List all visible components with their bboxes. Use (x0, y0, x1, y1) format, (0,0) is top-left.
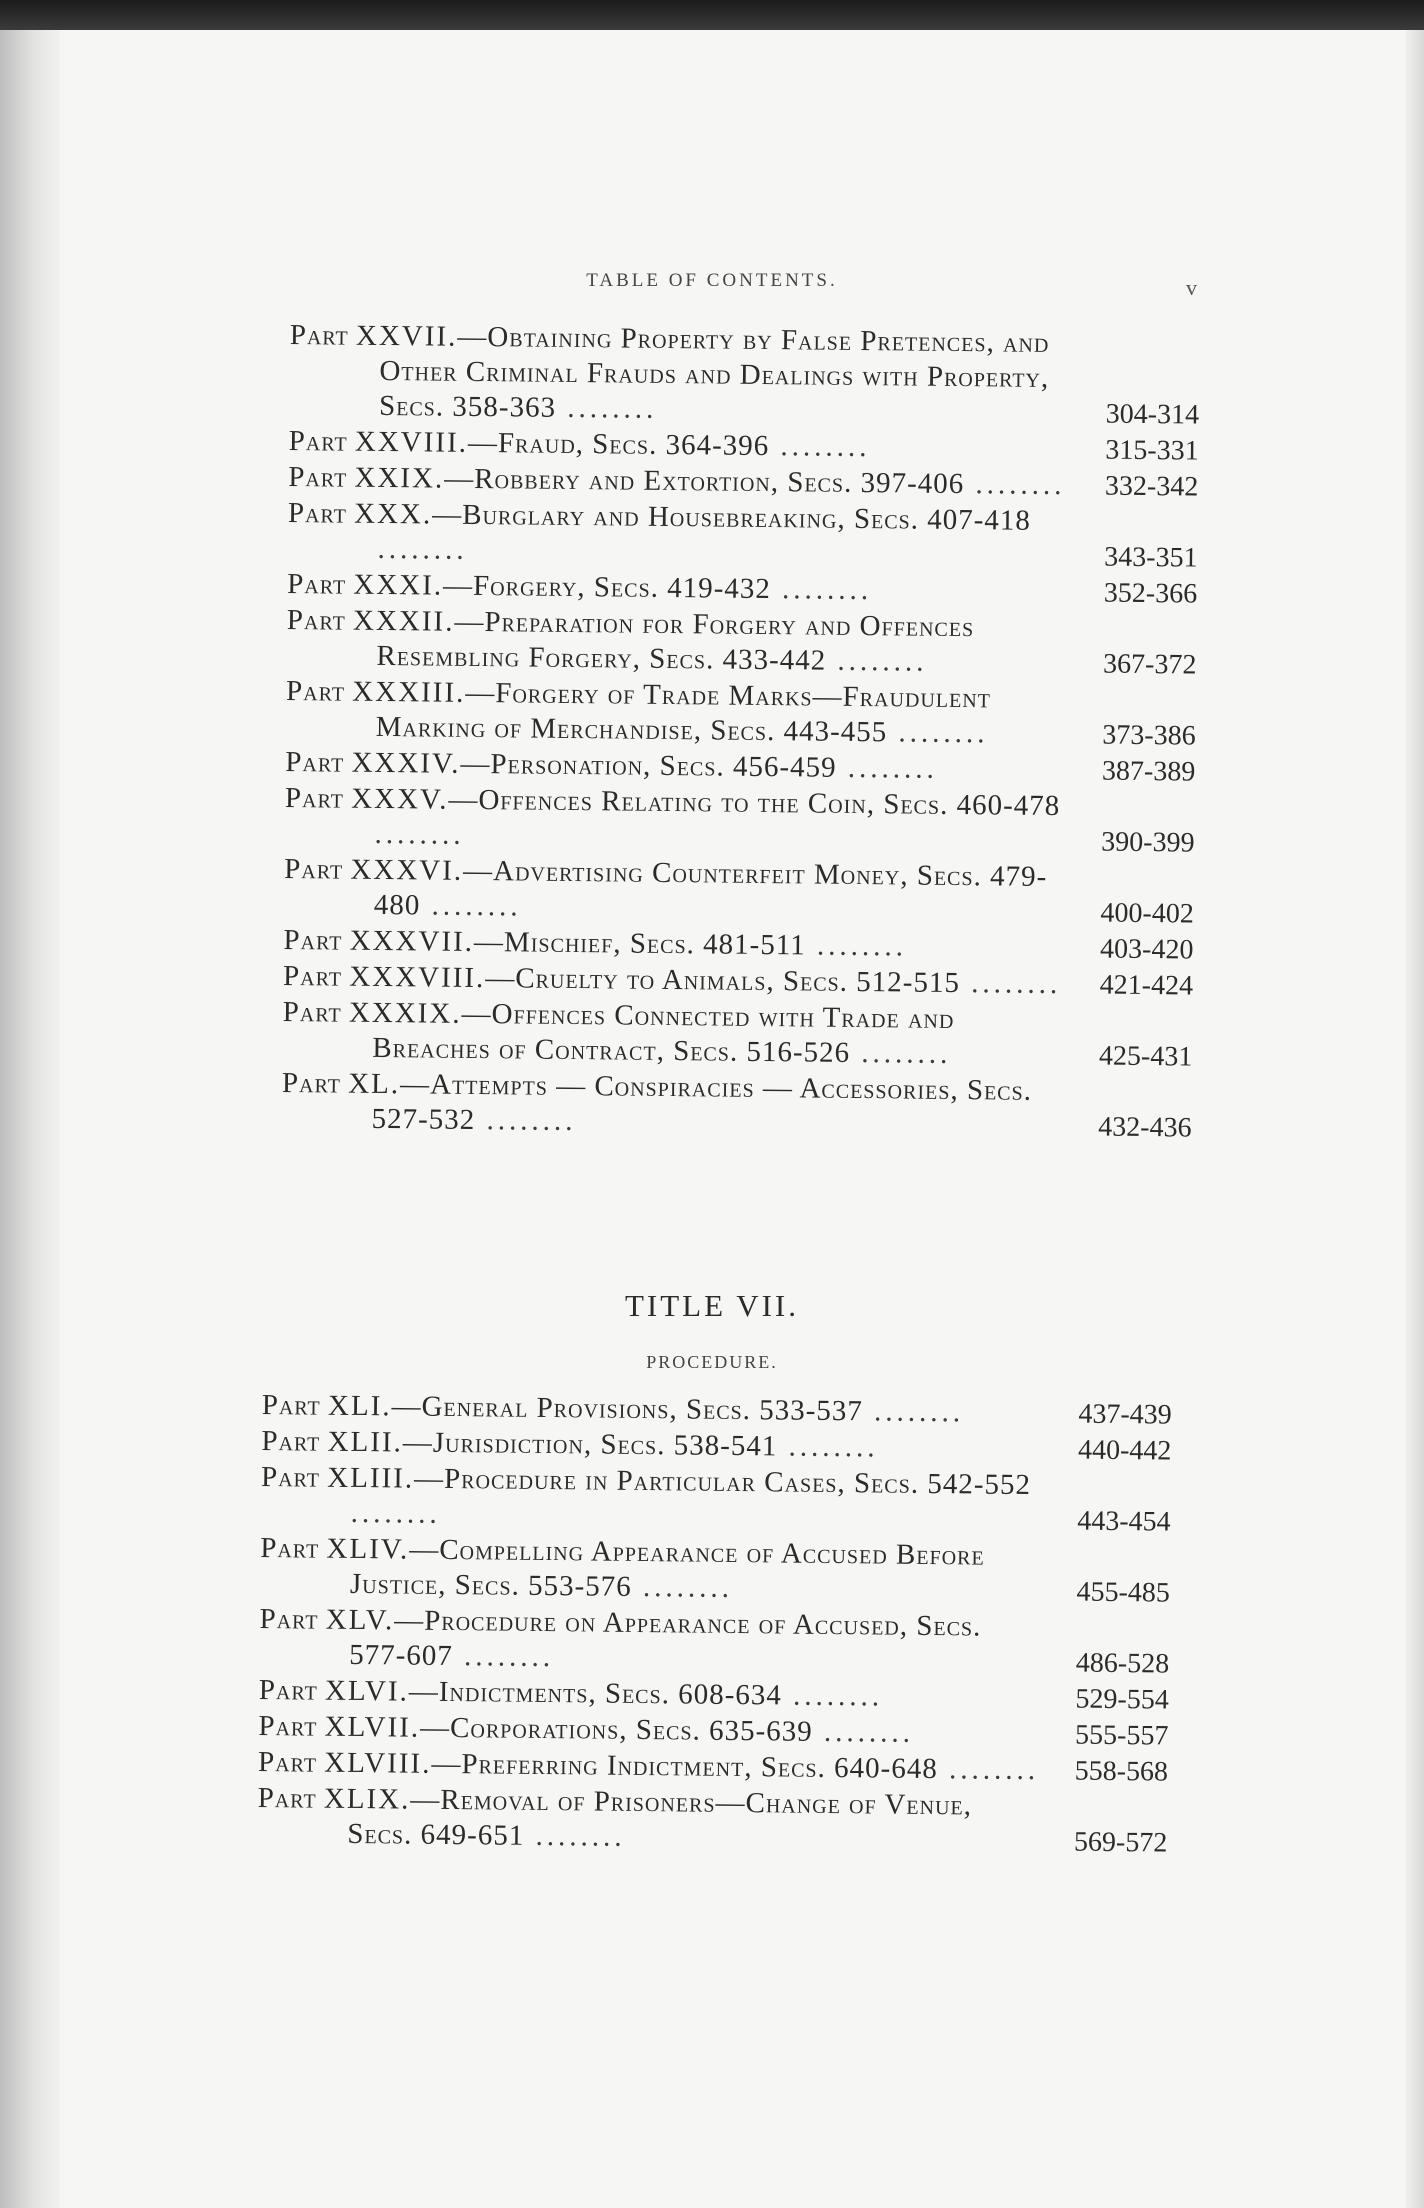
leader-dots: ........ (555, 391, 658, 425)
part-topic: —Cruelty to Animals, Secs. 512-515 (485, 962, 961, 1000)
page-range: 443-454 (1077, 1505, 1171, 1538)
part-label: Part (284, 781, 345, 815)
part-numeral: XXXI. (353, 568, 444, 602)
part-numeral: XXXIII. (352, 675, 466, 709)
page-range: 403-420 (1099, 933, 1194, 966)
title-subheading: PROCEDURE. (646, 1352, 778, 1372)
part-topic: —Attempts — Conspiracies — Accessories, Secs. 527-532 (371, 1068, 1033, 1136)
leader-dots: ........ (769, 430, 871, 464)
part-label: Part (289, 318, 349, 352)
part-label: Part (259, 1602, 319, 1636)
part-topic: —Procedure on Appearance of Accused, Secs. 577-607 (349, 1604, 982, 1673)
part-label: Part (285, 674, 346, 708)
leader-dots: ........ (959, 967, 1062, 1001)
leader-dots: ........ (524, 1819, 626, 1853)
part-numeral: XXXIV. (351, 746, 461, 780)
part-numeral: XXXV. (350, 782, 449, 816)
page-range: 529-554 (1075, 1683, 1169, 1716)
toc-entry-text (259, 1602, 1045, 1680)
part-topic: —Removal of Prisoners—Change of Venue, Secs. 649-651 (347, 1783, 973, 1852)
leader-dots: ........ (777, 1430, 879, 1464)
leader-dots: ........ (964, 468, 1066, 502)
leader-dots: ........ (836, 751, 939, 785)
page-range: 367-372 (1102, 648, 1197, 681)
part-label: Part (258, 1709, 318, 1743)
part-numeral: XLVI. (324, 1674, 410, 1708)
leader-dots: ........ (887, 716, 989, 750)
part-numeral: XL. (348, 1067, 401, 1101)
book-gutter (0, 30, 60, 2208)
leader-dots: ........ (631, 1570, 734, 1604)
part-label: Part (285, 745, 345, 779)
title-heading: TITLE VII. (624, 1288, 800, 1323)
toc-list-after (257, 1388, 1172, 1862)
leader-dots: ........ (826, 644, 928, 678)
leader-dots: ........ (452, 1640, 555, 1674)
part-topic: —Jurisdiction, Secs. 538-541 (402, 1426, 778, 1463)
page-range: 440-442 (1077, 1434, 1172, 1467)
toc-entry-text (260, 1531, 1046, 1609)
page-range: 390-399 (1101, 826, 1195, 859)
part-label: Part (258, 1673, 318, 1707)
toc-entry (261, 1460, 1172, 1540)
leader-dots: ........ (805, 929, 908, 963)
toc-entry-text (281, 1066, 1067, 1144)
part-topic: —Forgery, Secs. 419-432 (442, 569, 772, 606)
toc-entry (284, 781, 1195, 861)
part-numeral: XXVII. (355, 319, 458, 353)
leader-dots: ........ (849, 1036, 952, 1070)
part-label: Part (257, 1781, 317, 1815)
part-numeral: XXXII. (352, 604, 455, 638)
part-label: Part (282, 959, 343, 993)
part-topic: —Robbery and Extortion, Secs. 397-406 (444, 462, 965, 501)
toc-entry-text (284, 852, 1070, 930)
page-range: 555-557 (1074, 1719, 1169, 1752)
toc-entry-text (284, 781, 1070, 859)
part-topic: —Indictments, Secs. 608-634 (408, 1675, 783, 1712)
leader-dots: ........ (862, 1395, 965, 1429)
page-range: 373-386 (1102, 719, 1196, 752)
part-topic: —Fraud, Secs. 364-396 (467, 426, 770, 463)
part-topic: —Procedure in Particular Cases, Secs. 542-552 (413, 1462, 1032, 1502)
part-topic: —Corporations, Secs. 635-639 (419, 1711, 813, 1748)
toc-entry (287, 496, 1198, 576)
page-range: 425-431 (1098, 1040, 1193, 1073)
toc-entry (281, 1066, 1192, 1146)
part-numeral: XXXVIII. (349, 960, 486, 995)
running-head: TABLE OF CONTENTS. (586, 270, 838, 291)
leader-dots: ........ (374, 817, 465, 851)
page-range: 432-436 (1098, 1111, 1192, 1144)
leader-dots: ........ (937, 1753, 1040, 1787)
part-numeral: XLVIII. (324, 1746, 432, 1780)
scan-border-top (0, 0, 1424, 30)
page-range: 304-314 (1105, 398, 1200, 431)
page-range: 343-351 (1104, 541, 1198, 574)
part-label: Part (288, 424, 348, 458)
page-range: 569-572 (1073, 1826, 1168, 1859)
part-topic: —Mischief, Secs. 481-511 (473, 925, 806, 962)
part-numeral: XXXVI. (350, 853, 464, 887)
part-label: Part (282, 995, 342, 1029)
part-numeral: XLII. (327, 1425, 404, 1459)
part-numeral: XXXIX. (348, 996, 462, 1030)
part-label: Part (257, 1745, 318, 1779)
page-range: 400-402 (1100, 897, 1194, 930)
toc-entry-text (282, 995, 1068, 1073)
part-label: Part (261, 1389, 321, 1422)
leader-dots: ........ (350, 1496, 441, 1530)
page-number: v (1186, 275, 1197, 300)
page-edge (1406, 30, 1424, 2208)
toc-entry (282, 995, 1193, 1075)
page-range: 486-528 (1075, 1647, 1170, 1680)
toc-entry (259, 1602, 1170, 1682)
toc-entry-text (286, 603, 1072, 681)
toc-entry-text (257, 1781, 1043, 1859)
part-topic: —Personation, Secs. 456-459 (460, 747, 837, 784)
toc-entry (286, 674, 1197, 754)
toc-entry (289, 318, 1200, 433)
part-numeral: XLVII. (324, 1710, 421, 1744)
leader-dots: ........ (812, 1715, 915, 1749)
page-range: 387-389 (1101, 755, 1196, 788)
part-label: Part (284, 852, 344, 886)
part-topic: —Obtaining Property by False Pretences, and Other Criminal Frauds and Dealings with Property, Secs. 358-363 (378, 320, 1050, 424)
part-numeral: XXIX. (354, 461, 445, 495)
toc-entry-text (289, 318, 1075, 431)
part-label: Part (260, 1531, 320, 1565)
leader-dots: ........ (475, 1103, 577, 1138)
toc-entry-text (261, 1460, 1047, 1538)
leader-dots: ........ (420, 889, 522, 923)
part-topic: —Advertising Counterfeit Money, Secs. 479-480 (373, 854, 1048, 922)
toc-entry-text (286, 674, 1072, 752)
part-topic: —Compelling Appearance of Accused Before Justice, Secs. 553-576 (349, 1533, 985, 1603)
part-numeral: XXVIII. (354, 425, 469, 459)
page-range: 352-366 (1103, 577, 1198, 610)
toc-entry (260, 1531, 1171, 1611)
page-range: 558-568 (1074, 1755, 1169, 1788)
part-label: Part (287, 496, 348, 530)
part-label: Part (283, 923, 343, 957)
toc-entry (286, 603, 1197, 683)
part-numeral: XLIII. (327, 1461, 415, 1495)
part-topic: —Forgery of Trade Marks—Fraudulent Marking of Merchandise, Secs. 443-455 (375, 676, 992, 749)
part-topic: —Burglary and Housebreaking, Secs. 407-418 (432, 498, 1032, 537)
toc-entry (284, 852, 1195, 932)
toc-list-before (281, 318, 1200, 1146)
part-numeral: XLV. (325, 1603, 395, 1637)
part-numeral: XXXVII. (349, 924, 475, 958)
page-range: 315-331 (1105, 434, 1199, 467)
part-numeral: XLIX. (323, 1782, 411, 1816)
part-topic: —Offences Relating to the Coin, Secs. 460-478 (448, 783, 1061, 823)
toc-entry (257, 1781, 1168, 1861)
part-numeral: XXX. (353, 497, 433, 531)
part-topic: —Preparation for Forgery and Offences Resembling Forgery, Secs. 433-442 (376, 605, 975, 677)
leader-dots: ........ (770, 573, 873, 607)
page-range: 421-424 (1099, 969, 1194, 1002)
page-range: 437-439 (1078, 1398, 1172, 1431)
part-topic: —General Provisions, Secs. 533-537 (391, 1390, 864, 1428)
part-label: Part (281, 1066, 342, 1100)
part-label: Part (286, 603, 346, 637)
leader-dots: ........ (781, 1679, 884, 1713)
part-numeral: XLI. (327, 1389, 392, 1423)
part-label: Part (261, 1424, 321, 1458)
toc-entry-text (287, 496, 1073, 574)
part-label: Part (287, 567, 347, 601)
page-range: 455-485 (1076, 1576, 1171, 1609)
part-topic: —Offences Connected with Trade and Breaches of Contract, Secs. 516-526 (372, 997, 955, 1069)
part-numeral: XLIV. (326, 1532, 410, 1566)
leader-dots: ........ (377, 532, 468, 566)
part-label: Part (260, 1460, 321, 1494)
part-topic: —Preferring Indictment, Secs. 640-648 (431, 1747, 938, 1786)
part-label: Part (288, 460, 348, 494)
page-range: 332-342 (1104, 470, 1199, 503)
